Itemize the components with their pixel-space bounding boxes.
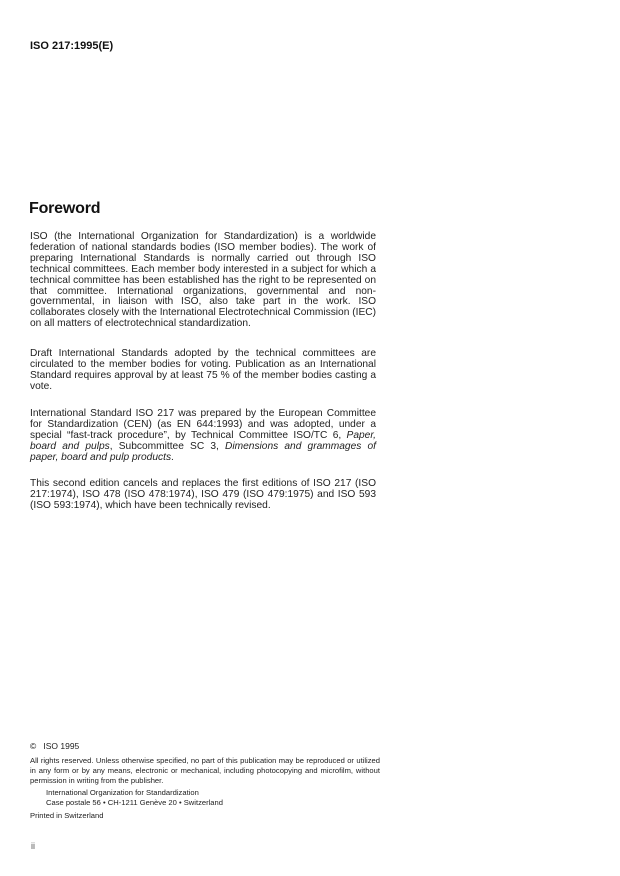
org-name: International Organization for Standardization: [46, 788, 199, 797]
paragraph-draft-standards: Draft International Standards adopted by the technical committees are circulated to the member bodies for voting. Publication as an International Standard requires approval by at least 75 % of the member bodies casting a vote.: [30, 348, 376, 392]
paragraph-preparation: [30, 409, 376, 464]
page-number: ii: [31, 841, 35, 851]
paragraph-text: .: [171, 451, 174, 463]
document-id-header: ISO 217:1995(E): [30, 40, 114, 52]
rights-notice: All rights reserved. Unless otherwise specified, no part of this publication may be reproduced or utilized in any form or by any means, electronic or mechanical, including photocopying and microfilm, without permission in writing from the publisher.: [30, 756, 380, 785]
publisher-address: [46, 788, 223, 808]
printed-in: Printed in Switzerland: [30, 811, 104, 820]
section-title: Foreword: [29, 200, 101, 217]
subcommittee-name: Dimensions and grammages of paper, board and pulp products: [30, 440, 376, 463]
paragraph-edition: This second edition cancels and replaces the first editions of ISO 217 (ISO 217:1974), ISO 478 (ISO 478:1974), ISO 479 (ISO 479:1975) and ISO 593 (ISO 593:1974), which have been technically revised.: [30, 478, 376, 511]
paragraph-text: International Standard ISO 217 was prepared by the European Committee for Standardization (CEN) (as EN 644:1993) and was adopted, under a special “fast-track procedure”, by Technical Committee ISO/TC 6,: [30, 408, 376, 441]
copyright-line: [30, 741, 79, 751]
copyright-text: ISO 1995: [43, 741, 80, 751]
paragraph-iso-description: ISO (the International Organization for Standardization) is a worldwide federation of national standards bodies (ISO member bodies). The work of preparing International Standards is normally carried out through ISO technical committees. Each member body interested in a subject for which a technical committee has been established has the right to be represented on that committee. International organizations, governmental and non-governmental, in liaison with ISO, also take part in the work. ISO collaborates closely with the International Electrotechnical Commission (IEC) on all matters of electrotechnical standardization.: [30, 231, 376, 330]
committee-name: Paper, board and pulps: [30, 429, 376, 452]
paragraph-text: , Subcommittee SC 3,: [109, 440, 225, 452]
org-address: Case postale 56 • CH-1211 Genève 20 • Switzerland: [46, 798, 223, 807]
copyright-icon: ©: [30, 741, 37, 751]
